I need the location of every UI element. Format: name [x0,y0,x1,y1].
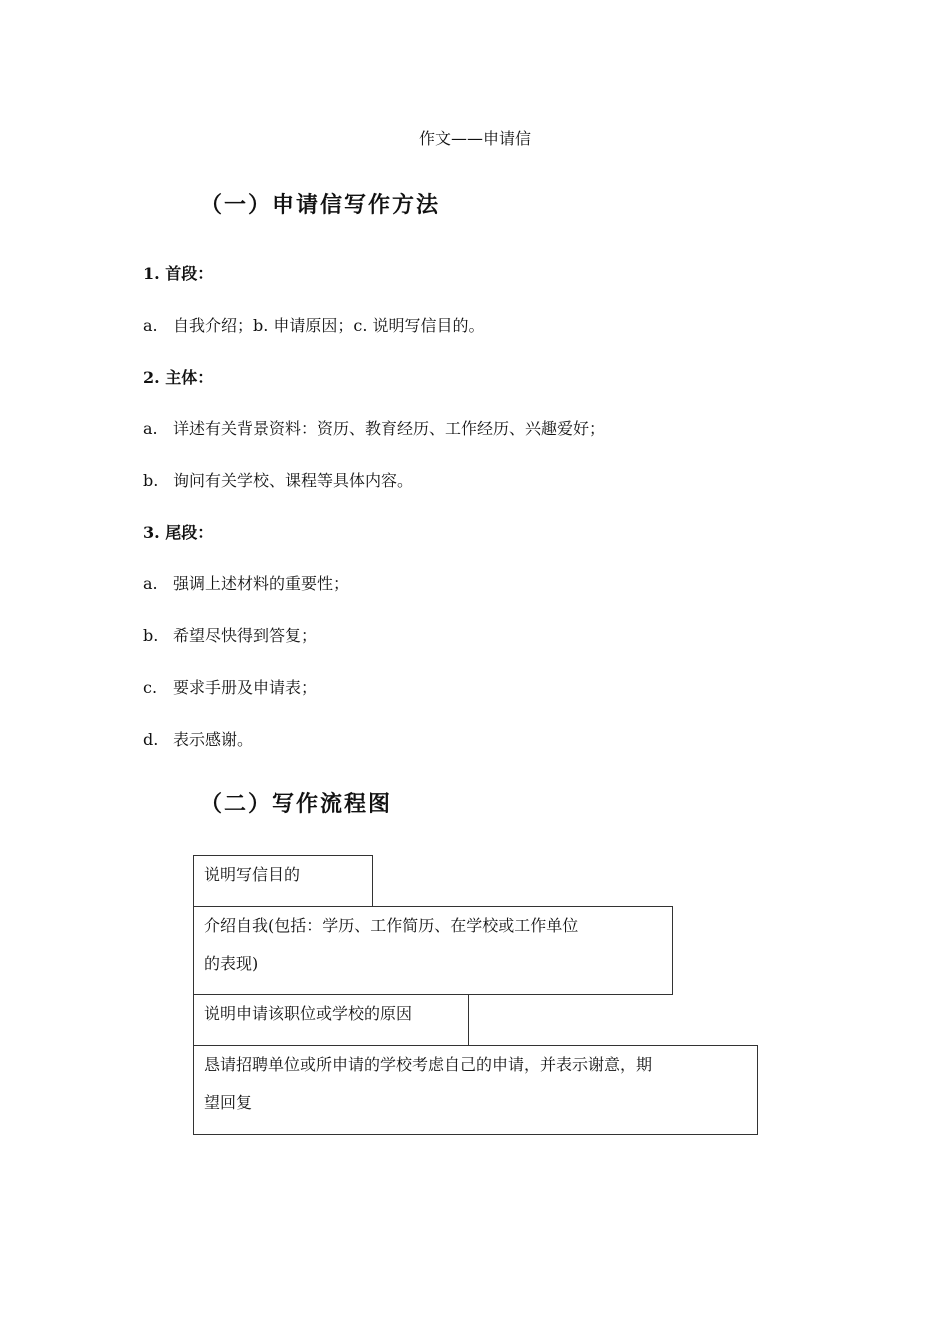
list-item [143,727,253,750]
flow-box-text: 说明写信目的 [204,865,301,884]
list-item [143,313,485,336]
flow-box-text: 的表现) [204,954,259,973]
item-text: 希望尽快得到答复； [173,626,318,645]
flow-box-request [193,1045,758,1135]
flow-box-text: 恳请招聘单位或所申请的学校考虑自己的申请，并表示谢意，期 [204,1055,653,1074]
item-marker: c. [143,678,158,697]
section-heading-flowchart: （二）写作流程图 [200,791,393,817]
flow-box-text: 介绍自我(包括：学历、工作简历、在学校或工作单位 [204,916,579,935]
item-marker: a. [143,574,158,593]
flow-box-text: 说明申请该职位或学校的原因 [204,1004,413,1023]
item-marker: b. [143,471,159,490]
item-marker: d. [143,730,159,749]
section-heading-method: （一）申请信写作方法 [200,192,441,218]
document-title: 作文——申请信 [418,129,531,148]
list-item [143,416,605,439]
list-item [143,571,349,594]
flow-box-reason [193,994,469,1046]
flow-box-introduction [193,906,673,995]
list-item [143,623,317,646]
item-marker: a. [143,316,158,335]
list-item [143,675,317,698]
part-heading-body: 2. 主体： [143,368,214,387]
item-marker: a. [143,419,158,438]
part-heading-closing: 3. 尾段： [143,523,214,542]
flow-box-purpose [193,855,373,907]
item-text: 表示感谢。 [173,730,254,749]
item-text: 询问有关学校、课程等具体内容。 [173,471,414,490]
item-text: 要求手册及申请表； [173,678,318,697]
item-marker: b. [143,626,159,645]
item-text: 强调上述材料的重要性； [173,574,350,593]
item-text: 详述有关背景资料：资历、教育经历、工作经历、兴趣爱好； [173,419,606,438]
list-item [143,468,413,491]
flow-box-text: 望回复 [204,1093,253,1112]
item-text: 自我介绍；b. 申请原因；c. 说明写信目的。 [173,316,485,335]
part-heading-opening: 1. 首段： [143,264,214,283]
